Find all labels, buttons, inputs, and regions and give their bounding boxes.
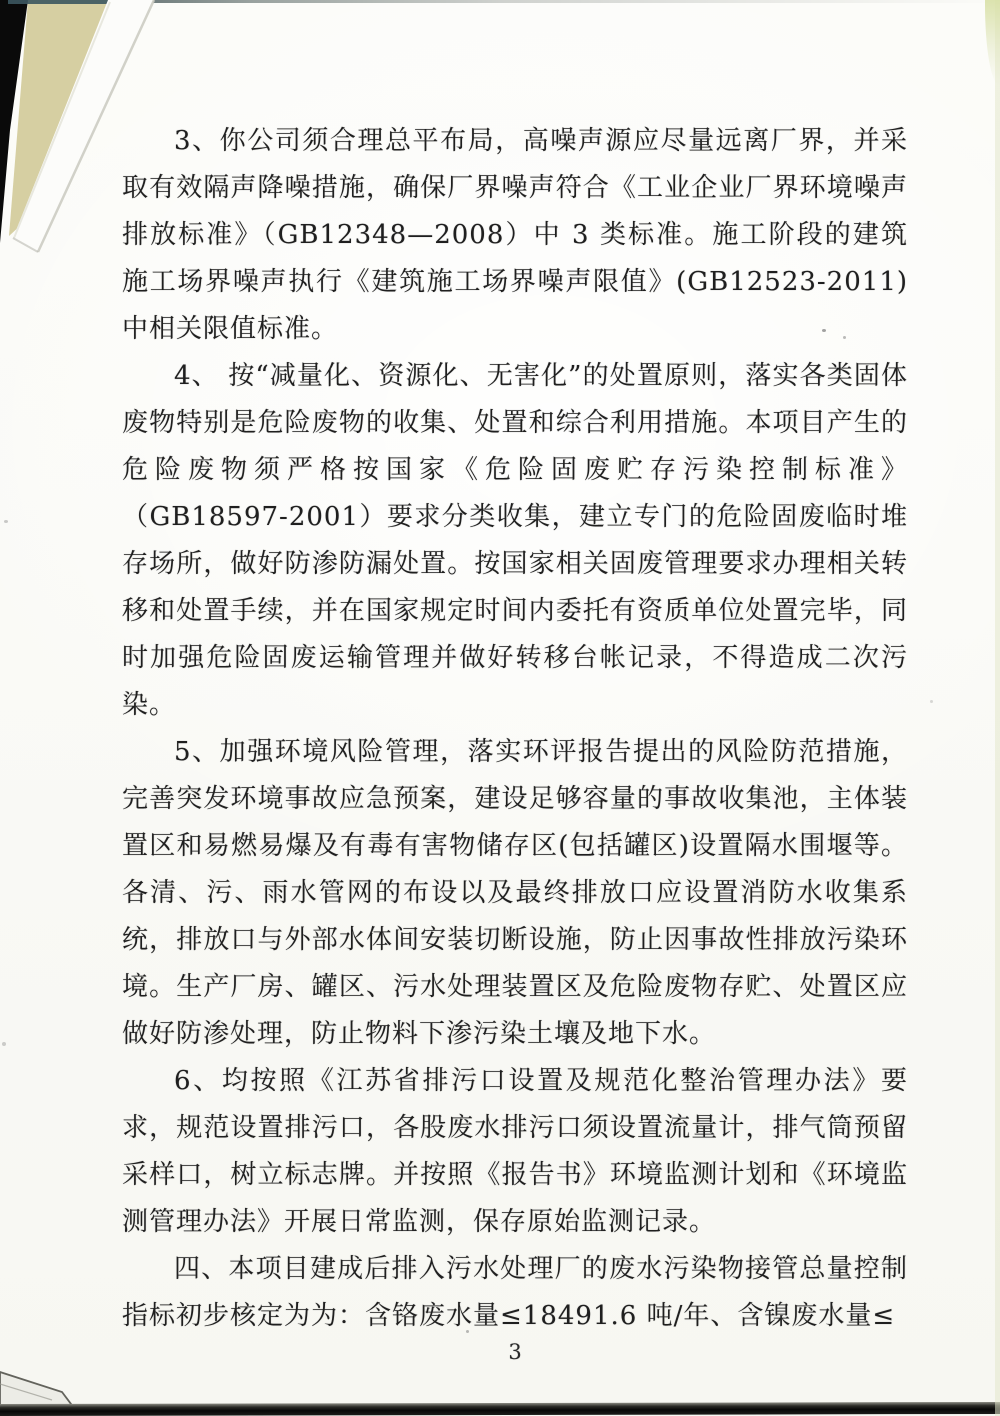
- scan-right-edge-tint: [995, 0, 1000, 1416]
- paragraph-clause-3: 3、你公司须合理总平布局，高噪声源应尽量远离厂界，并采取有效隔声降噪措施，确保厂界噪声符合《工业企业厂界环境噪声排放标准》（GB12348—2008）中 3 类标准。施工阶段的建筑施工场界噪声执行《建筑施工场界噪声限值》(GB12523-2011)中相关限值标准。: [122, 126, 908, 344]
- page-number: 3: [508, 1340, 522, 1364]
- document-text-block: [122, 118, 908, 1340]
- paragraph-clause-6: 6、均按照《江苏省排污口设置及规范化整治管理办法》要求，规范设置排污口，各股废水排污口须设置流量计，排气筒预留采样口，树立标志牌。并按照《报告书》环境监测计划和《环境监测管理办法》开展日常监测，保存原始监测记录。: [122, 1066, 908, 1237]
- scan-speck: [2, 1042, 6, 1046]
- paragraph-clause-5: 5、加强环境风险管理，落实环评报告提出的风险防范措施，完善突发环境事故应急预案，建设足够容量的事故收集池，主体装置区和易燃易爆及有毒有害物储存区(包括罐区)设置隔水围堰等。各清、污、雨水管网的布设以及最终排放口应设置消防水收集系统，排放口与外部水体间安装切断设施，防止因事故性排放污染环境。生产厂房、罐区、污水处理装置区及危险废物存贮、处置区应做好防渗处理，防止物料下渗污染土壤及地下水。: [122, 737, 908, 1049]
- scan-bottom-edge-band: [0, 1402, 1000, 1416]
- paragraph-section-4: 四、本项目建成后排入污水处理厂的废水污染物接管总量控制指标初步核定为为：含铬废水量≤18491.6 吨/年、含镍废水量≤: [122, 1254, 908, 1331]
- scan-speck: [4, 520, 8, 523]
- scan-speck: [843, 336, 846, 339]
- scan-top-right-page-curl: [985, 0, 1000, 85]
- scan-speck: [822, 329, 826, 332]
- paragraph-clause-4: 4、 按“减量化、资源化、无害化”的处置原则，落实各类固体废物特别是危险废物的收集、处置和综合利用措施。本项目产生的危险废物须严格按国家《危险固废贮存污染控制标准》（GB18597-2001）要求分类收集，建立专门的危险固废临时堆存场所，做好防渗防漏处置。按国家相关固废管理要求办理相关转移和处置手续，并在国家规定时间内委托有资质单位处置完毕，同时加强危险固废运输管理并做好转移台帐记录，不得造成二次污染。: [122, 361, 908, 720]
- scan-top-left-corner-artifact: [0, 0, 185, 270]
- scan-speck: [930, 700, 933, 703]
- scan-speck: [466, 1330, 469, 1333]
